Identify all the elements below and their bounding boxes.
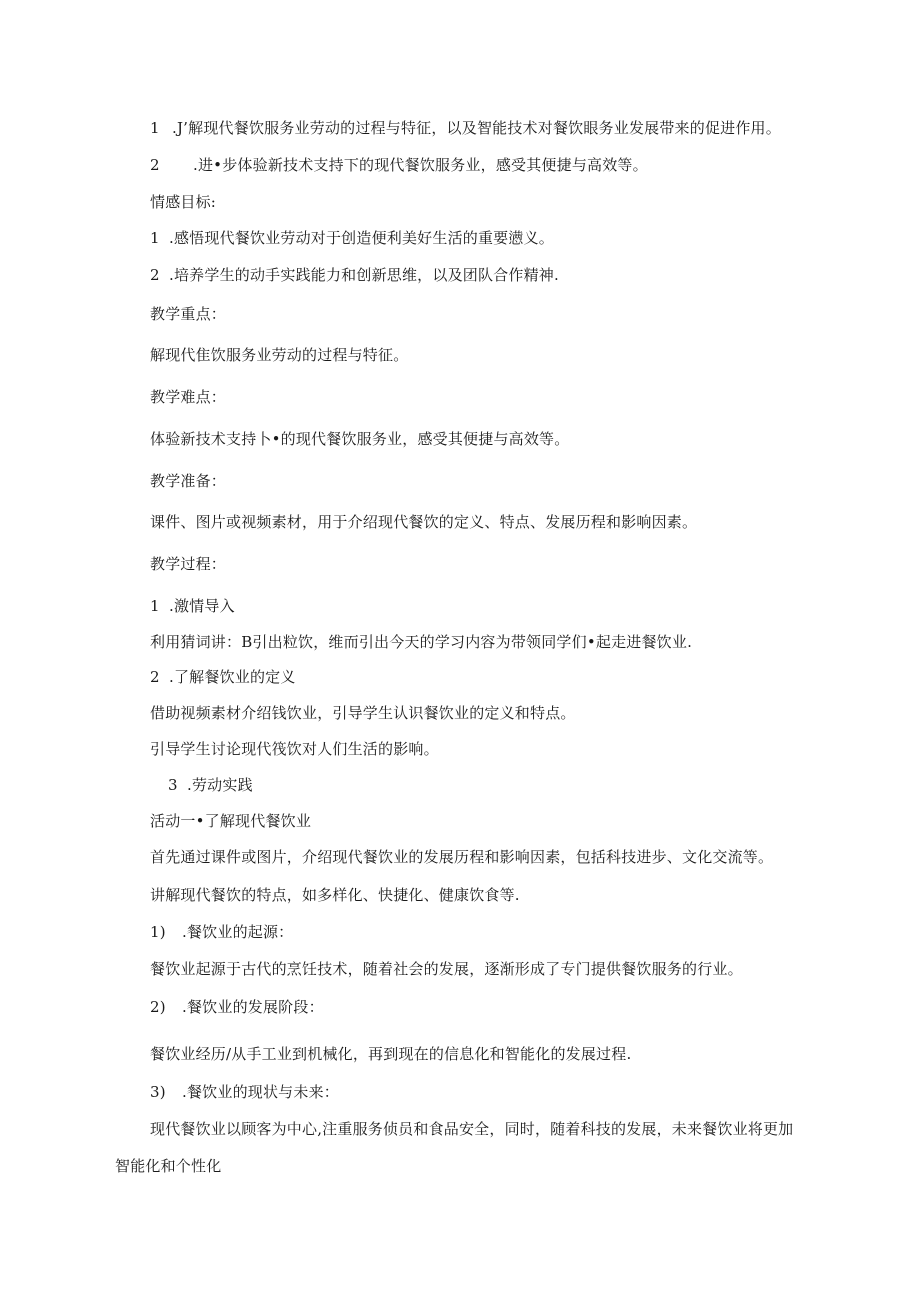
- process-step-2-text-1: 借助视频素材介绍钱饮业，引导学生认识餐饮业的定义和特点。: [150, 704, 576, 722]
- objective-item-1: [150, 118, 781, 138]
- sub-item-1-text: 餐饮业起源于古代的烹饪技术，随着社会的发展，逐渐形成了专门提供餐饮服务的行业。: [150, 960, 743, 978]
- item-text: .餐饮业的起源：: [182, 923, 294, 941]
- item-number: 2: [150, 668, 160, 686]
- emotion-goals-heading: 情感目标:: [150, 193, 217, 211]
- objective-item-2: [150, 155, 648, 175]
- teaching-prep-text: 课件、图片或视频素材，用于介绍现代餐饮的定义、特点、发展历程和影响因素。: [150, 513, 698, 531]
- item-text: .了解餐饮业的定义: [169, 668, 296, 686]
- emotion-item-2: [150, 265, 559, 285]
- teaching-difficulty-heading: 教学难点：: [150, 388, 227, 406]
- item-number: 1: [150, 119, 160, 137]
- activity-1-text-1: 首先通过课件或图片，介绍现代餐饮业的发展历程和影响因素，包括科技进步、文化交流等。: [150, 848, 774, 866]
- item-text: .J’解现代餐饮服务业劳动的过程与特征，以及智能技术对餐饮眼务业发展带来的促进作用。: [172, 119, 781, 137]
- teaching-key-text: 解现代隹饮服务业劳动的过程与特征。: [150, 346, 409, 364]
- item-number: 2: [150, 266, 160, 284]
- activity-1-text-2: 讲解现代餐饮的特点，如多样化、快捷化、健康饮食等.: [150, 886, 520, 904]
- item-number: 2: [150, 156, 160, 174]
- sub-item-2-text: 餐饮业经历/从手工业到机械化，再到现在的信息化和智能化的发展过程.: [150, 1045, 632, 1063]
- sub-item-1: [150, 922, 293, 942]
- item-number: 3): [150, 1083, 166, 1101]
- teaching-key-heading: 教学重点：: [150, 305, 227, 323]
- process-step-2: [150, 667, 296, 687]
- item-number: 2): [150, 998, 166, 1016]
- sub-item-2: [150, 997, 324, 1017]
- item-text: .进•步体验新技术支持下的现代餐饮服务业，感受其便捷与高效等。: [193, 156, 648, 174]
- item-number: 1): [150, 923, 166, 941]
- item-text: .餐饮业的发展阶段：: [182, 998, 324, 1016]
- teaching-difficulty-text: 体验新技术支持卜•的现代餐饮服务业，感受其便捷与高效等。: [150, 430, 570, 448]
- sub-item-3: [150, 1082, 339, 1102]
- activity-1-title: 活动一•了解现代餐饮业: [150, 812, 312, 830]
- teaching-process-heading: 教学过程：: [150, 555, 227, 573]
- item-text: .激情导入: [169, 597, 235, 615]
- item-text: .劳动实践: [187, 776, 253, 794]
- process-step-2-text-2: 引导学生讨论现代筏饮对人们生活的影响。: [150, 740, 439, 758]
- sub-item-3-text-line-1: 现代餐饮业以顾客为中心,注重服务侦员和食品安全，同时，随着科技的发展，未来餐饮业将更加: [150, 1120, 794, 1138]
- process-step-1: [150, 596, 235, 616]
- teaching-prep-heading: 教学准备：: [150, 472, 227, 490]
- item-number: 1: [150, 597, 160, 615]
- item-number: 1: [150, 229, 160, 247]
- emotion-item-1: [150, 228, 554, 248]
- process-step-3: [168, 775, 253, 795]
- item-text: .感悟现代餐饮业劳动对于创造便利美好生活的重要懑义。: [169, 229, 554, 247]
- item-text: .餐饮业的现状与未来：: [182, 1083, 339, 1101]
- process-step-1-text: 利用猜词讲：B引出粒饮，维而引出今天的学习内容为带领同学们•起走进餐饮业.: [150, 633, 693, 651]
- item-number: 3: [168, 776, 178, 794]
- item-text: .培养学生的动手实践能力和创新思维，以及团队合作精神.: [169, 266, 559, 284]
- sub-item-3-text-line-2: 智能化和个性化: [115, 1157, 222, 1175]
